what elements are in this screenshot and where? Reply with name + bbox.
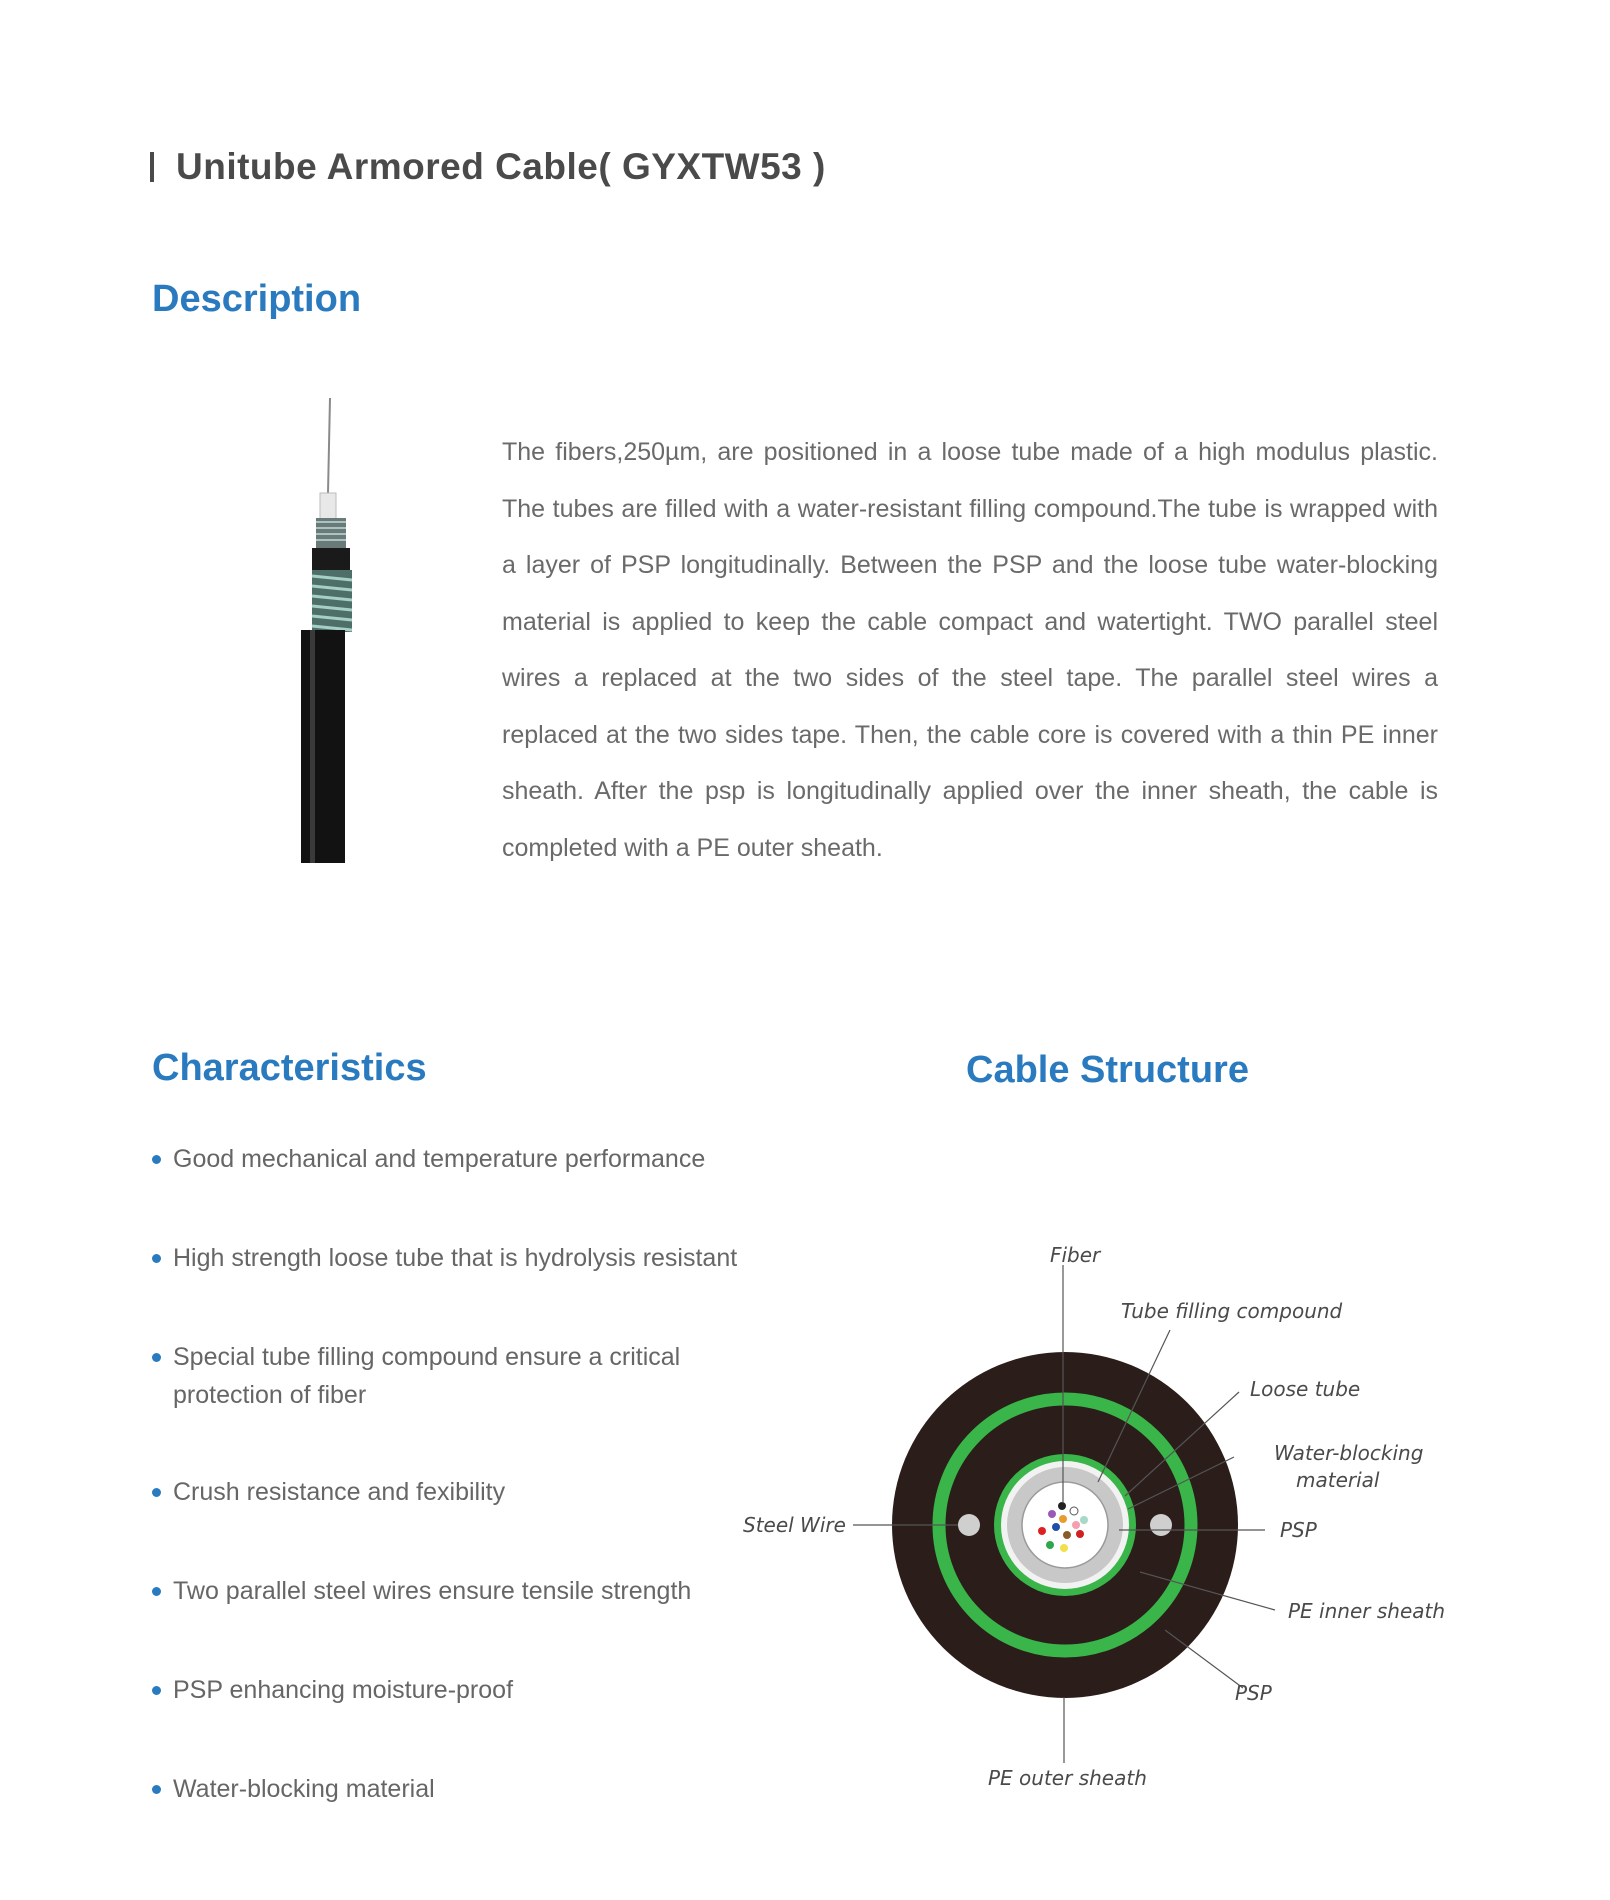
steel-wire-left <box>958 1514 980 1536</box>
description-heading: Description <box>152 278 362 320</box>
cable-product-image <box>290 398 360 863</box>
list-item-text: High strength loose tube that is hydrolysis resistant <box>173 1244 738 1272</box>
list-item <box>152 1572 752 1610</box>
label-tube-filling: Tube filling compound <box>1121 1299 1343 1323</box>
label-psp-inner: PSP <box>1280 1518 1317 1542</box>
bullet-icon <box>152 1254 161 1263</box>
steel-wire-right <box>1150 1514 1172 1536</box>
list-item-text: PSP enhancing moisture-proof <box>173 1676 514 1704</box>
label-psp-outer: PSP <box>1235 1681 1272 1705</box>
bullet-icon <box>152 1785 161 1794</box>
bullet-icon <box>152 1353 161 1362</box>
bullet-icon <box>152 1686 161 1695</box>
cable-cross-section-diagram <box>740 1230 1470 1810</box>
list-item-text: Special tube filling compound ensure a critical protection of fiber <box>173 1343 681 1409</box>
bullet-icon <box>152 1155 161 1164</box>
list-item <box>152 1239 752 1277</box>
list-item-text: Good mechanical and temperature performance <box>173 1145 706 1173</box>
list-item <box>152 1671 752 1709</box>
label-water-blocking-line2: material <box>1296 1468 1380 1492</box>
label-loose-tube: Loose tube <box>1250 1377 1361 1401</box>
list-item <box>152 1140 752 1178</box>
bullet-icon <box>152 1587 161 1596</box>
cable-structure-heading: Cable Structure <box>966 1049 1249 1091</box>
list-item <box>152 1338 682 1414</box>
title-accent-bar <box>150 152 154 182</box>
tube-filling-compound <box>1022 1482 1108 1568</box>
label-pe-inner-sheath: PE inner sheath <box>1288 1599 1446 1623</box>
list-item <box>152 1770 752 1808</box>
label-steel-wire: Steel Wire <box>743 1513 846 1537</box>
characteristics-heading: Characteristics <box>152 1047 427 1089</box>
description-text: The fibers,250µm, are positioned in a loose tube made of a high modulus plastic. The tubes are filled with a water-resistant filling compound.The tube is wrapped with a layer of PSP longitudinally. Between the PSP and the loose tube water-blocking material is applied to keep the cable compact and watertight. TWO parallel steel wires a replaced at the two sides of the steel tape. The parallel steel wires a replaced at the two sides tape. Then, the cable core is covered with a thin PE inner sheath. After the psp is longitudinally applied over the inner sheath, the cable is completed with a PE outer sheath. <box>502 438 1438 862</box>
list-item-text: Two parallel steel wires ensure tensile strength <box>173 1577 692 1605</box>
list-item <box>152 1473 752 1511</box>
page-title-row <box>150 142 826 192</box>
list-item-text: Water-blocking material <box>173 1775 435 1803</box>
label-water-blocking-line1: Water-blocking <box>1274 1441 1424 1465</box>
label-pe-outer-sheath: PE outer sheath <box>988 1766 1147 1790</box>
list-item-text: Crush resistance and fexibility <box>173 1478 506 1506</box>
label-fiber: Fiber <box>1050 1243 1101 1267</box>
bullet-icon <box>152 1488 161 1497</box>
page-title: Unitube Armored Cable( GYXTW53 ) <box>176 146 826 187</box>
